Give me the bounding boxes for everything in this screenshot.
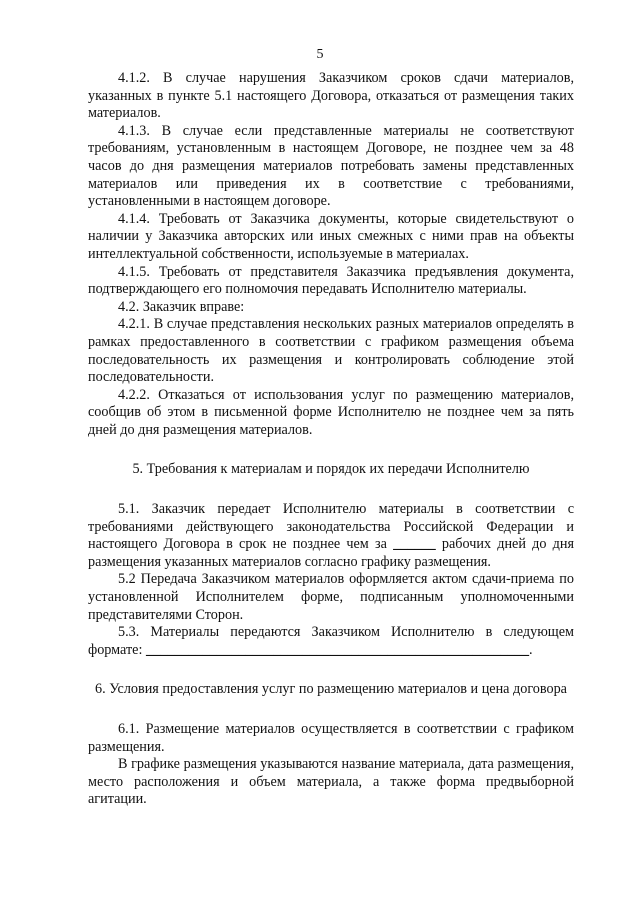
clause-5-1-text-end: рабочих дней до дня размещения указанных материалов согласно графику размещения.	[88, 536, 574, 570]
clause-4-1-3: 4.1.3. В случае если представленные материалы не соответствуют требованиям, установленным в настоящем Договоре, не позднее чем за 48 часов до дня размещения материалов потребовать замены представленных материалов или приведения их в соответствие с требованиями, установленными в настоящем договоре.	[88, 122, 574, 210]
section-6-heading: 6. Условия предоставления услуг по размещению материалов и цена договора	[95, 681, 567, 698]
clause-5-2: 5.2 Передача Заказчиком материалов оформляется актом сдачи-приема по установленной Исполнителем форме, подписанным уполномоченными представителями Сторон.	[88, 571, 574, 623]
section-5-heading: 5. Требования к материалам и порядок их передачи Исполнителю	[132, 461, 530, 478]
format-blank-field: ______________________________________________________	[145, 641, 530, 658]
clause-6-1: 6.1. Размещение материалов осуществляется в соответствии с графиком размещения.	[88, 721, 574, 755]
clause-4-2-2: 4.2.2. Отказаться от использования услуг по размещению материалов, сообщив об этом в письменной форме Исполнителю не позднее чем за пять дней до дня размещения материалов.	[88, 386, 574, 438]
clause-4-1-4: 4.1.4. Требовать от Заказчика документы, которые свидетельствуют о наличии у Заказчика авторских или иных смежных с ними прав на объекты интеллектуальной собственности, используемые в материалах.	[88, 210, 574, 262]
clause-5-1	[88, 501, 574, 571]
page-number: 5	[316, 47, 324, 62]
clause-5-1-text-start: 5.1. Заказчик передает Исполнителю материалы в соответствии с требованиями действующего законодательства Российской Федерации и настоящего Договора в срок не позднее чем за	[88, 501, 574, 553]
days-blank-field: ______	[393, 536, 436, 553]
clause-5-3-text-end: .	[529, 641, 533, 658]
clause-4-2: 4.2. Заказчик вправе:	[118, 298, 245, 315]
clause-6-1-schedule: В графике размещения указываются название материала, дата размещения, место расположения и объем материала, а также форма предвыборной агитации.	[88, 756, 574, 808]
clause-5-3-text-start: 5.3. Материалы передаются Заказчиком Исполнителю в следующем формате:	[88, 624, 574, 658]
clause-5-3	[88, 624, 574, 659]
document-body	[88, 70, 574, 809]
clause-4-1-5: 4.1.5. Требовать от представителя Заказчика предъявления документа, подтверждающего его полномочия передавать Исполнителю материалы.	[88, 263, 574, 298]
clause-4-2-1: 4.2.1. В случае представления нескольких разных материалов определять в рамках предоставленного в соответствии с графиком размещения объема последовательность их размещения и контролировать соблюдение этой последовательности.	[88, 316, 574, 386]
clause-4-1-2: 4.1.2. В случае нарушения Заказчиком сроков сдачи материалов, указанных в пункте 5.1 настоящего Договора, отказаться от размещения таких материалов.	[88, 70, 574, 122]
